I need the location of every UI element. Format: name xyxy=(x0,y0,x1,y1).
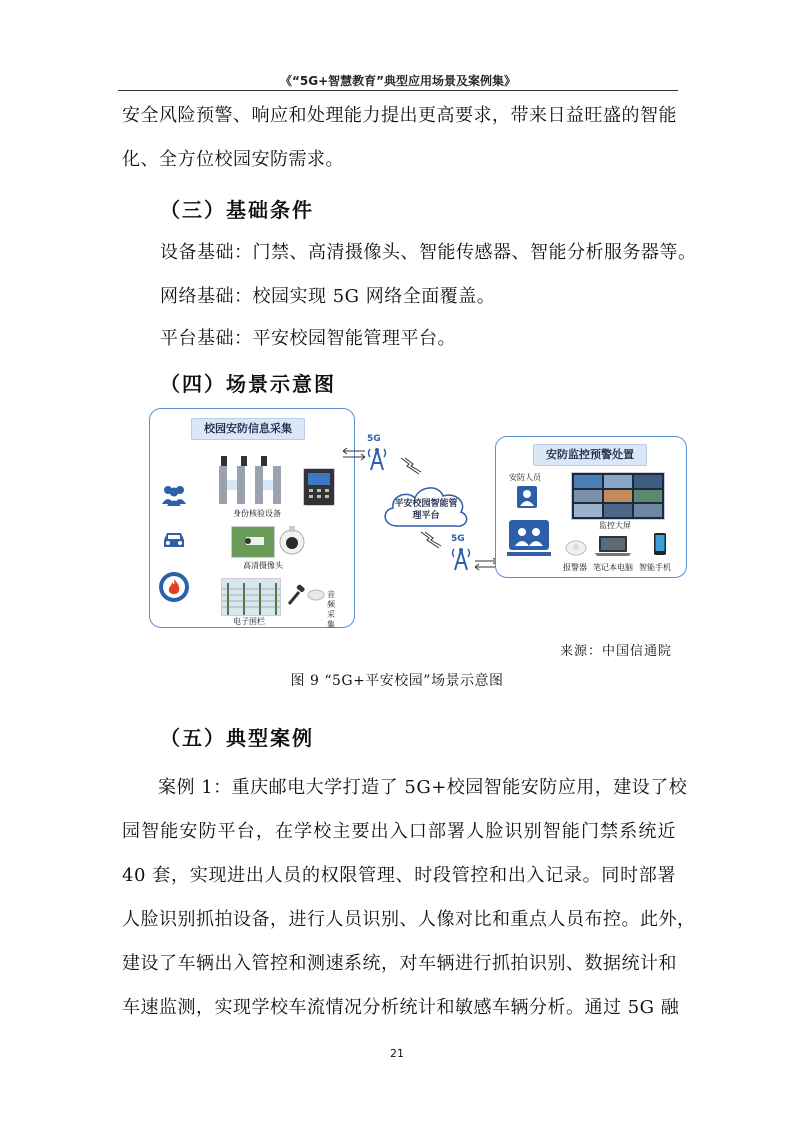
page-number: 21 xyxy=(390,1047,404,1060)
case-paragraph xyxy=(122,766,696,1030)
section3-heading: （三）基础条件 xyxy=(160,198,314,222)
case-line: 案例 1：重庆邮电大学打造了 5G+校园智能安防应用，建设了校 xyxy=(158,777,688,798)
figure-source: 来源：中国信通院 xyxy=(559,644,672,659)
fence-photo xyxy=(221,578,281,616)
alarm-icon xyxy=(565,536,587,556)
case-line: 车速监测，实现学校车流情况分析统计和敏感车辆分析。通过 5G 融 xyxy=(122,997,680,1018)
network-basis: 网络基础：校园实现 5G 网络全面覆盖。 xyxy=(160,286,496,307)
laptop-label: 笔记本电脑 xyxy=(593,563,633,572)
people-icon xyxy=(159,480,189,510)
signal-5g-top: 5G xyxy=(367,434,381,444)
staff-icon xyxy=(517,486,537,508)
intro-line: 化、全方位校园安防需求。 xyxy=(122,149,344,170)
fire-icon xyxy=(159,572,189,602)
microphone-icon xyxy=(285,582,309,606)
dome-camera-photo xyxy=(277,524,307,556)
zigzag-top xyxy=(399,456,423,476)
fence-label: 电子围栏 xyxy=(233,617,265,626)
security-staff-label: 安防人员 xyxy=(509,473,541,482)
signal-5g-bottom: 5G xyxy=(451,534,465,544)
case-line: 建设了车辆出入管控和测速系统，对车辆进行抓拍识别、数据统计和 xyxy=(122,953,677,974)
car-icon xyxy=(159,524,189,554)
platform-cloud-label: 平安校园智能管理平台 xyxy=(394,499,458,521)
smartphone-label: 智能手机 xyxy=(639,563,671,572)
case-line: 40 套，实现进出人员的权限管理、时段管控和出入记录。同时部署 xyxy=(122,865,676,886)
meeting-icon xyxy=(507,518,551,558)
hd-camera-label: 高清摄像头 xyxy=(243,561,283,570)
camera-photo xyxy=(231,526,275,558)
header-rule xyxy=(118,90,678,91)
intro-paragraph xyxy=(122,94,676,182)
id-verification-label: 身份核验设备 xyxy=(233,509,281,518)
section4-heading: （四）场景示意图 xyxy=(160,372,336,396)
case-line: 人脸识别抓拍设备，进行人员识别、人像对比和重点人员布控。此外， xyxy=(122,909,696,930)
case-line: 园智能安防平台，在学校主要出入口部署人脸识别智能门禁系统近 xyxy=(122,821,676,842)
collection-panel-title: 校园安防信息采集 xyxy=(191,418,305,440)
zigzag-bottom xyxy=(419,530,443,550)
intro-line: 安全风险预警、响应和处理能力提出更高要求，带来日益旺盛的智能 xyxy=(122,105,677,126)
monitor-wall-label: 监控大屏 xyxy=(599,521,631,530)
section5-heading: （五）典型案例 xyxy=(160,726,314,750)
scene-diagram xyxy=(147,406,687,630)
turnstile-photo xyxy=(213,454,293,504)
laptop-icon xyxy=(593,534,633,558)
audio-label: 音频采集 xyxy=(327,590,335,629)
monitor-wall-photo xyxy=(571,472,665,520)
running-header: 《“5G+智慧教育”典型应用场景及案例集》 xyxy=(279,74,517,88)
figure-caption: 图 9 “5G+平安校园”场景示意图 xyxy=(290,673,504,689)
alarm-label: 报警器 xyxy=(563,563,587,572)
speaker-icon xyxy=(307,586,325,600)
smartphone-icon xyxy=(653,532,667,556)
access-terminal xyxy=(303,468,335,506)
link-arrows-left-top xyxy=(341,446,369,462)
equipment-basis: 设备基础：门禁、高清摄像头、智能传感器、智能分析服务器等。 xyxy=(160,242,697,263)
monitoring-panel-title: 安防监控预警处置 xyxy=(533,444,647,466)
antenna-icon-bottom xyxy=(449,544,473,572)
platform-basis: 平台基础：平安校园智能管理平台。 xyxy=(160,328,456,349)
